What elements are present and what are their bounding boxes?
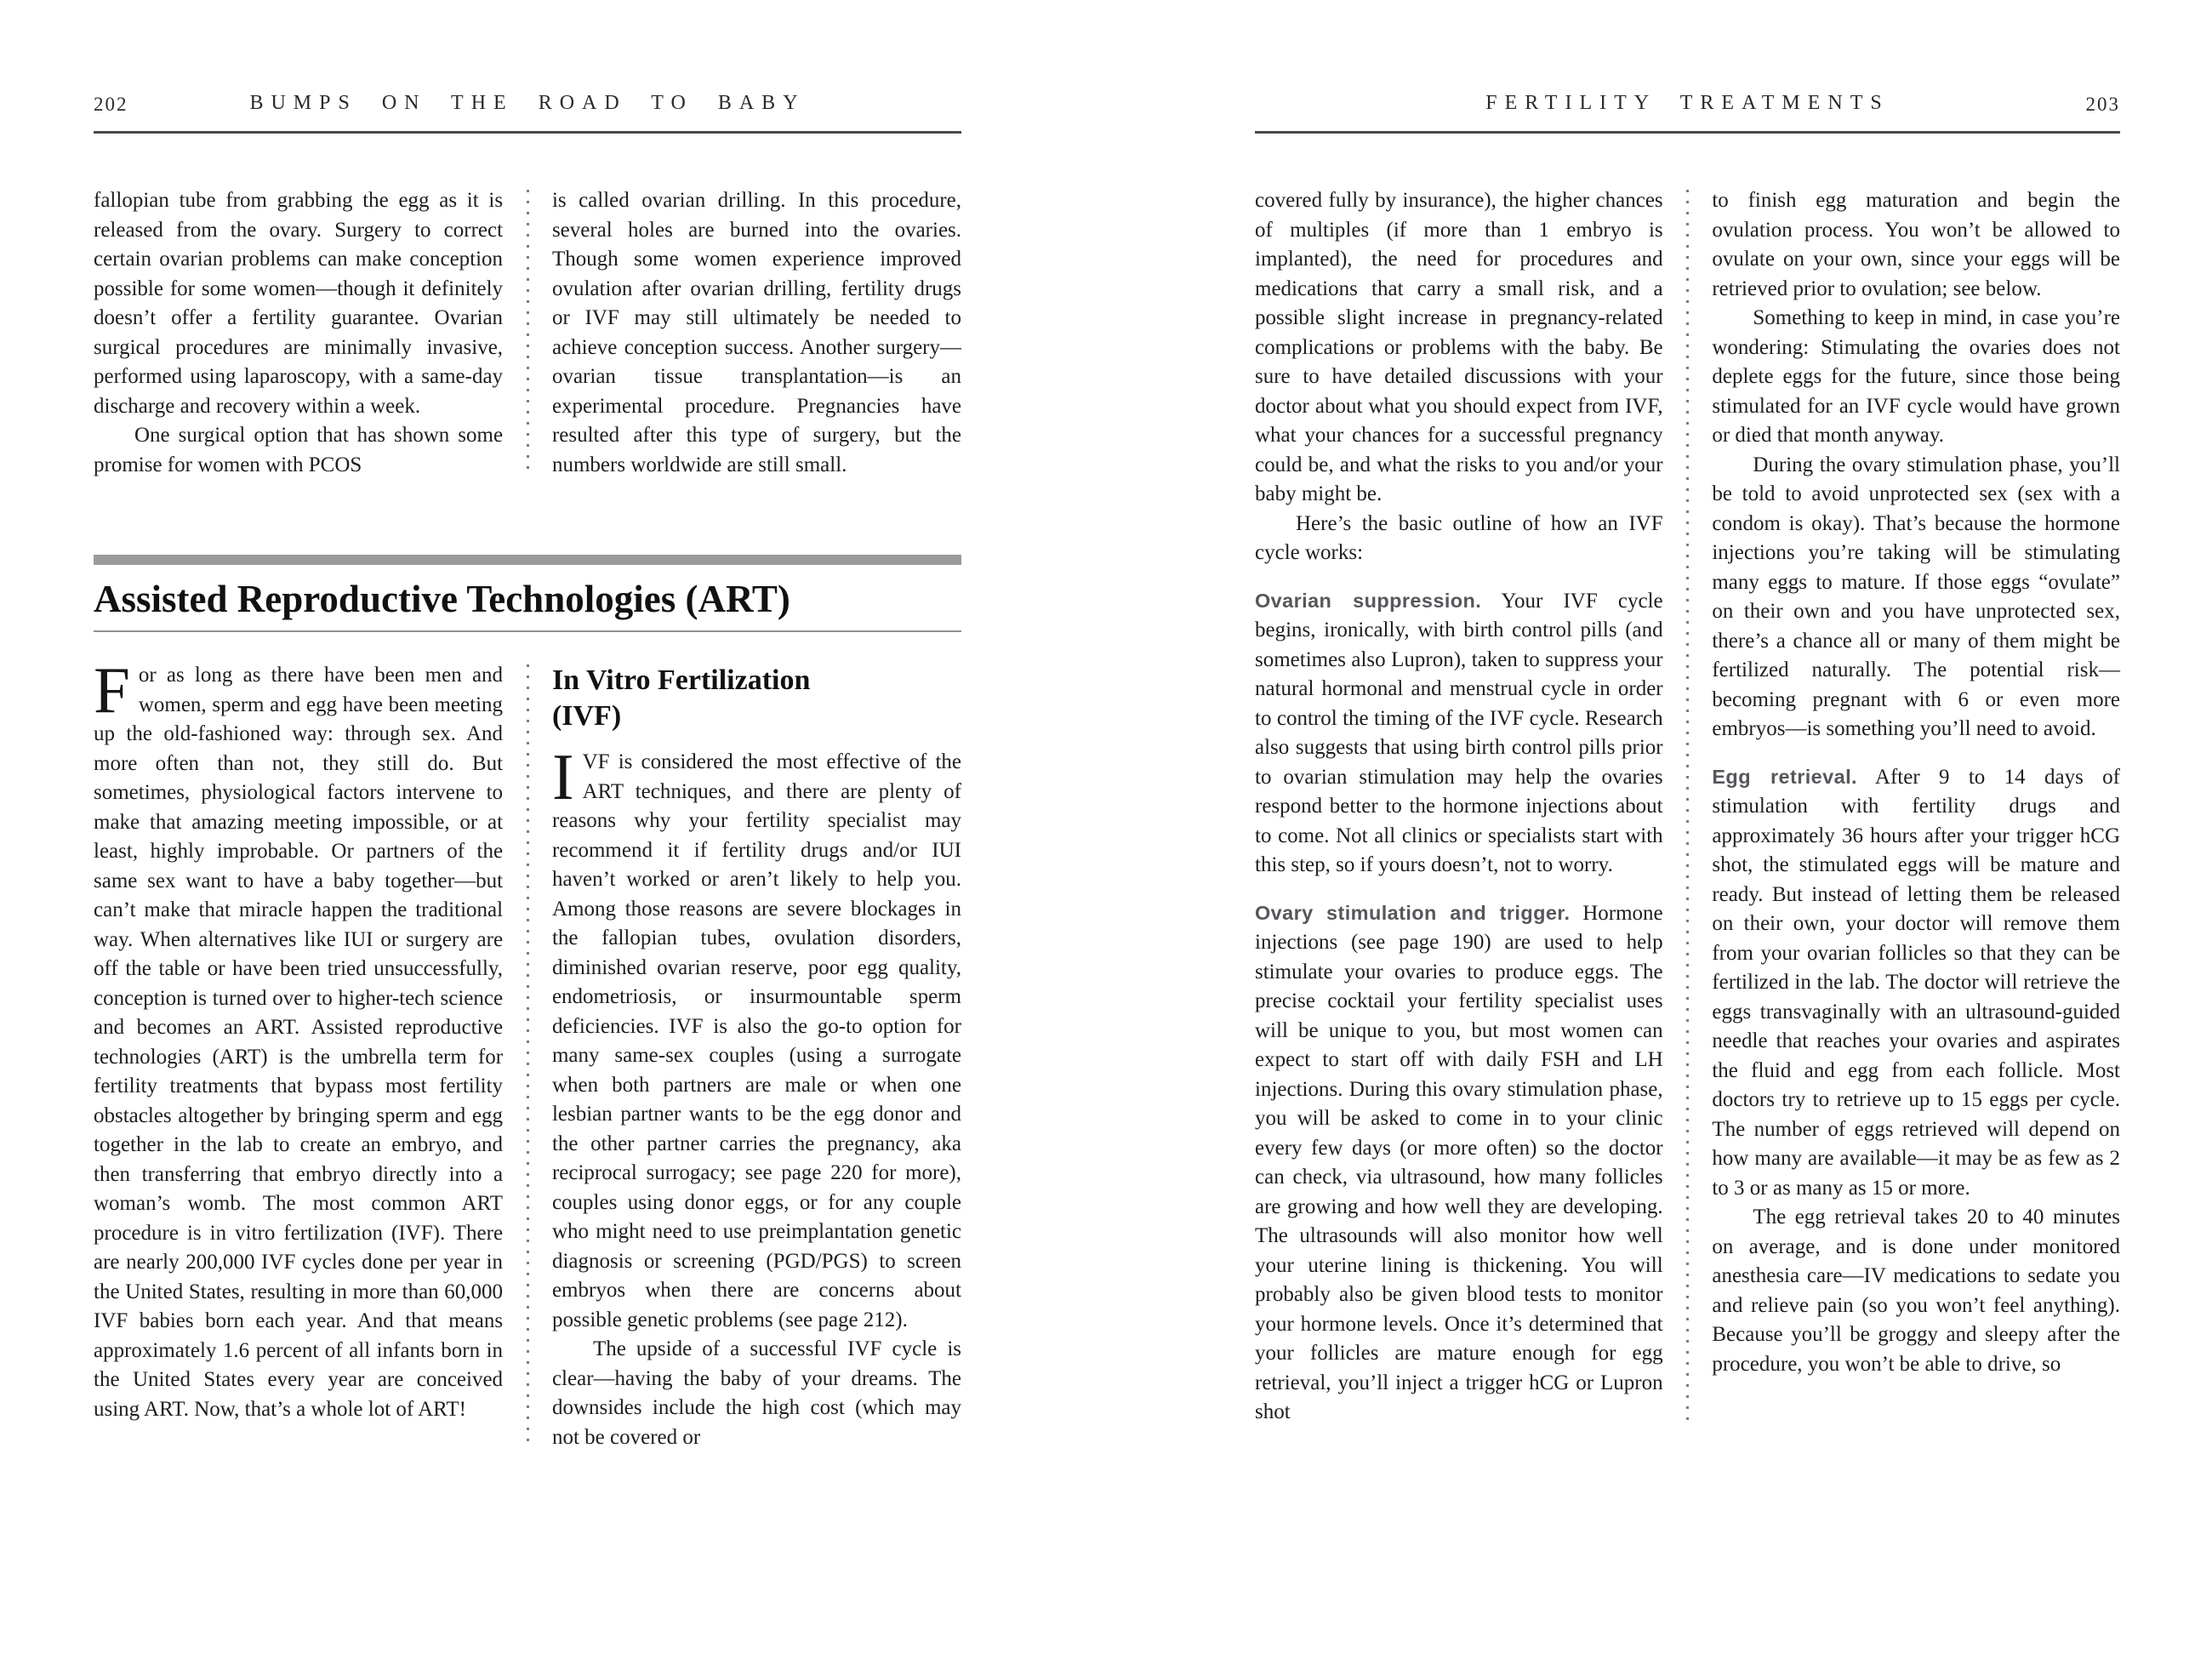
art-columns <box>94 653 962 1452</box>
paragraph-text: VF is considered the most effective of the ART techniques, and there are plenty of reasons why your fertility specialist may recommend it if fertility drugs and/or IUI haven’t worked or aren’t likely to help you. Among those reasons are severe blockages in the fallopian tubes, ovulation disorders, diminished ovarian reserve, poor egg quality, endometriosis, or insurmountable sperm deficiencies. IVF is also the go-to option for many same-sex couples (using a surrogate when both partners are male or when one lesbian partner wants to be the egg donor and the other partner carries the pregnancy, aka reciprocal surrogacy; see page 220 for more), couples using donor eggs, or for any couple who might need to use preimplantation genetic diagnosis or screening (PGD/PGS) to screen embryos when there are concerns about possible genetic problems (see page 212). <box>551 750 962 1331</box>
ivf-subheading: In Vitro Fertilization (IVF) <box>551 664 811 732</box>
paragraph: fallopian tube from grabbing the egg as it is released from the ovary. Surgery to correct certain ovarian problems can make conception possible for some women—though it definitely doesn’t offer a fertility guarantee. Ovarian surgical procedures are minimally invasive, performed using laparoscopy, with a same-day discharge and recovery within a week. <box>94 189 504 418</box>
column-divider <box>1663 186 1713 1428</box>
running-head-title-left: BUMPS ON THE ROAD TO BABY <box>249 92 806 114</box>
intro-column-2 <box>552 186 961 480</box>
running-head-left <box>94 92 961 134</box>
running-head-title-right: FERTILITY TREATMENTS <box>1485 92 1890 114</box>
column-divider <box>503 661 552 1452</box>
section-title: Assisted Reproductive Technologies (ART) <box>94 578 790 620</box>
intro-column-1 <box>94 186 503 480</box>
paragraph <box>1712 762 2120 1204</box>
paragraph: The upside of a successful IVF cycle is clear—having the baby of your dreams. The downsides include the high cost (which may not be covered or <box>551 1337 962 1449</box>
column-divider <box>503 186 552 480</box>
paragraph-text: Your IVF cycle begins, ironically, with birth control pills (and sometimes also Lupron), taken to suppress your natural hormonal and menstrual cycle in order to control the timing of the IVF cycle. Research also suggests that using birth control pills prior to ovarian stimulation may help the ovaries respond better to the hormone injections about to come. Not all clinics or specialists start with this step, so if yours doesn’t, not to worry. <box>1255 589 1663 876</box>
step-lead-egg-retrieval: Egg retrieval. <box>1712 765 1857 788</box>
dropcap-i: I <box>551 740 574 813</box>
paragraph-text: or as long as there have been men and women, sperm and egg have been meeting up the old-fashioned way: through sex. And more often than not, they still do. But sometimes, physiological factors intervene to make that amazing meeting impossible, or at least, highly improbable. Or partners of the same sex want to have a baby together—but can’t make that miracle happen the traditional way. When alternatives like IUI or surgery are off the table or have been tried unsuccessfully, conception is turned over to higher-tech science and becomes an ART. Assisted reproductive technologies (ART) is the umbrella term for fertility treatments that bypass most fertility obstacles altogether by bringing sperm and egg together in the lab to create an embryo, and then transferring that embryo directly into a woman’s womb. The most common ART procedure is in vitro fertilization (IVF). There are nearly 200,000 IVF cycles done per year in the United States, resulting in more than 60,000 IVF babies born each year. And that means approximately 1.6 percent of all infants born in the United States every year are conceived using ART. Now, that’s a whole lot of ART! <box>94 664 504 1421</box>
page-number-left: 202 <box>94 94 128 115</box>
page-203 <box>1106 0 2212 1659</box>
ivf-steps-columns <box>1255 186 2120 1428</box>
paragraph-text: After 9 to 14 days of stimulation with fertility drugs and approximately 36 hours after your trigger hCG shot, the stimulated eggs will be mature and ready. But instead of letting them be released on their own, your doctor will remove them from your ovarian follicles so that they can be fertilized in the lab. The doctor will retrieve the eggs transvaginally with an ultrasound-guided needle that reaches your ovaries and aspirates the fluid and egg from each follicle. Most doctors try to retrieve up to 15 eggs per cycle. The number of eggs retrieved will depend on how many are available—it may be as few as 2 to 3 or as many as 15 or more. <box>1712 765 2120 1200</box>
paragraph <box>551 740 962 1335</box>
paragraph: During the ovary stimulation phase, you’ll be told to avoid unprotected sex (sex with a condom is okay). That’s because the hormone injections you’re taking will be stimulating many eggs to mature. If those eggs “ovulate” on their own and you have unprotected sex, there’s a chance all or many of them might be fertilized naturally. The potential risk—becoming pregnant with 6 or even more embryos—is something you’ll need to avoid. <box>1712 453 2120 740</box>
paragraph <box>1255 586 1663 881</box>
section-heading-rule <box>94 630 961 632</box>
running-head-right <box>1255 92 2120 134</box>
paragraph: Something to keep in mind, in case you’re wondering: Stimulating the ovaries does not deplete eggs for the future, since those being stimulated for an IVF cycle would have grown or died that month anyway. <box>1712 306 2120 447</box>
intro-columns <box>94 186 961 480</box>
paragraph: to finish egg maturation and begin the ovulation process. You won’t be allowed to ovulate on your own, since your eggs will be retrieved prior to ovulation; see below. <box>1712 189 2120 300</box>
section-heading-bar <box>94 555 961 565</box>
art-column-2 <box>552 661 961 1452</box>
art-section-heading <box>94 555 961 632</box>
dropcap-f: F <box>94 653 130 727</box>
steps-column-1 <box>1255 186 1663 1428</box>
art-column-1 <box>94 653 504 1452</box>
paragraph <box>1255 898 1663 1428</box>
paragraph <box>94 653 504 1424</box>
step-lead-ovarian-suppression: Ovarian suppression. <box>1255 589 1482 612</box>
paragraph-text: Hormone injections (see page 190) are used to help stimulate your ovaries to produce eggs. The precise cocktail your fertility specialist uses will be unique to you, but most women can expect to start off with daily FSH and LH injections. During this ovary stimulation phase, you will be asked to come in to your clinic every few days (or more often) so the doctor can check, via ultrasound, how many follicles are growing and how well they are developing. The ultrasounds will also monitor how well your uterine lining is thickening. You will probably also be given blood tests to monitor your hormone levels. Once it’s determined that your follicles are mature enough for egg retrieval, you’ll inject a trigger hCG or Lupron shot <box>1255 901 1663 1423</box>
paragraph: is called ovarian drilling. In this procedure, several holes are burned into the ovaries. Though some women experience improved ovulation after ovarian drilling, fertility drugs or IVF may still ultimately be needed to achieve conception success. Another surgery—ovarian tissue transplantation—is an experimental procedure. Pregnancies have resulted after this type of surgery, but the numbers worldwide are still small. <box>551 189 962 476</box>
page-number-right: 203 <box>2085 94 2120 115</box>
paragraph: One surgical option that has shown some promise for women with PCOS <box>94 424 504 476</box>
step-lead-ovary-stimulation: Ovary stimulation and trigger. <box>1255 901 1571 924</box>
paragraph: The egg retrieval takes 20 to 40 minutes on average, and is done under monitored anesthesia care—IV medications to sedate you and relieve pain (so you won’t feel anything). Because you’ll be groggy and sleepy after the procedure, you won’t be able to drive, so <box>1712 1206 2120 1376</box>
paragraph: covered fully by insurance), the higher chances of multiples (if more than 1 embryo is implanted), the need for procedures and medications that carry a small risk, and a possible slight increase in pregnancy-related complications or problems with the baby. Be sure to have detailed discussions with your doctor about what you should expect from IVF, what your chances for a successful pregnancy could be, and what the risks to you and/or your baby might be. <box>1255 189 1663 505</box>
paragraph: Here’s the basic outline of how an IVF cycle works: <box>1255 511 1663 564</box>
steps-column-2 <box>1712 186 2120 1428</box>
